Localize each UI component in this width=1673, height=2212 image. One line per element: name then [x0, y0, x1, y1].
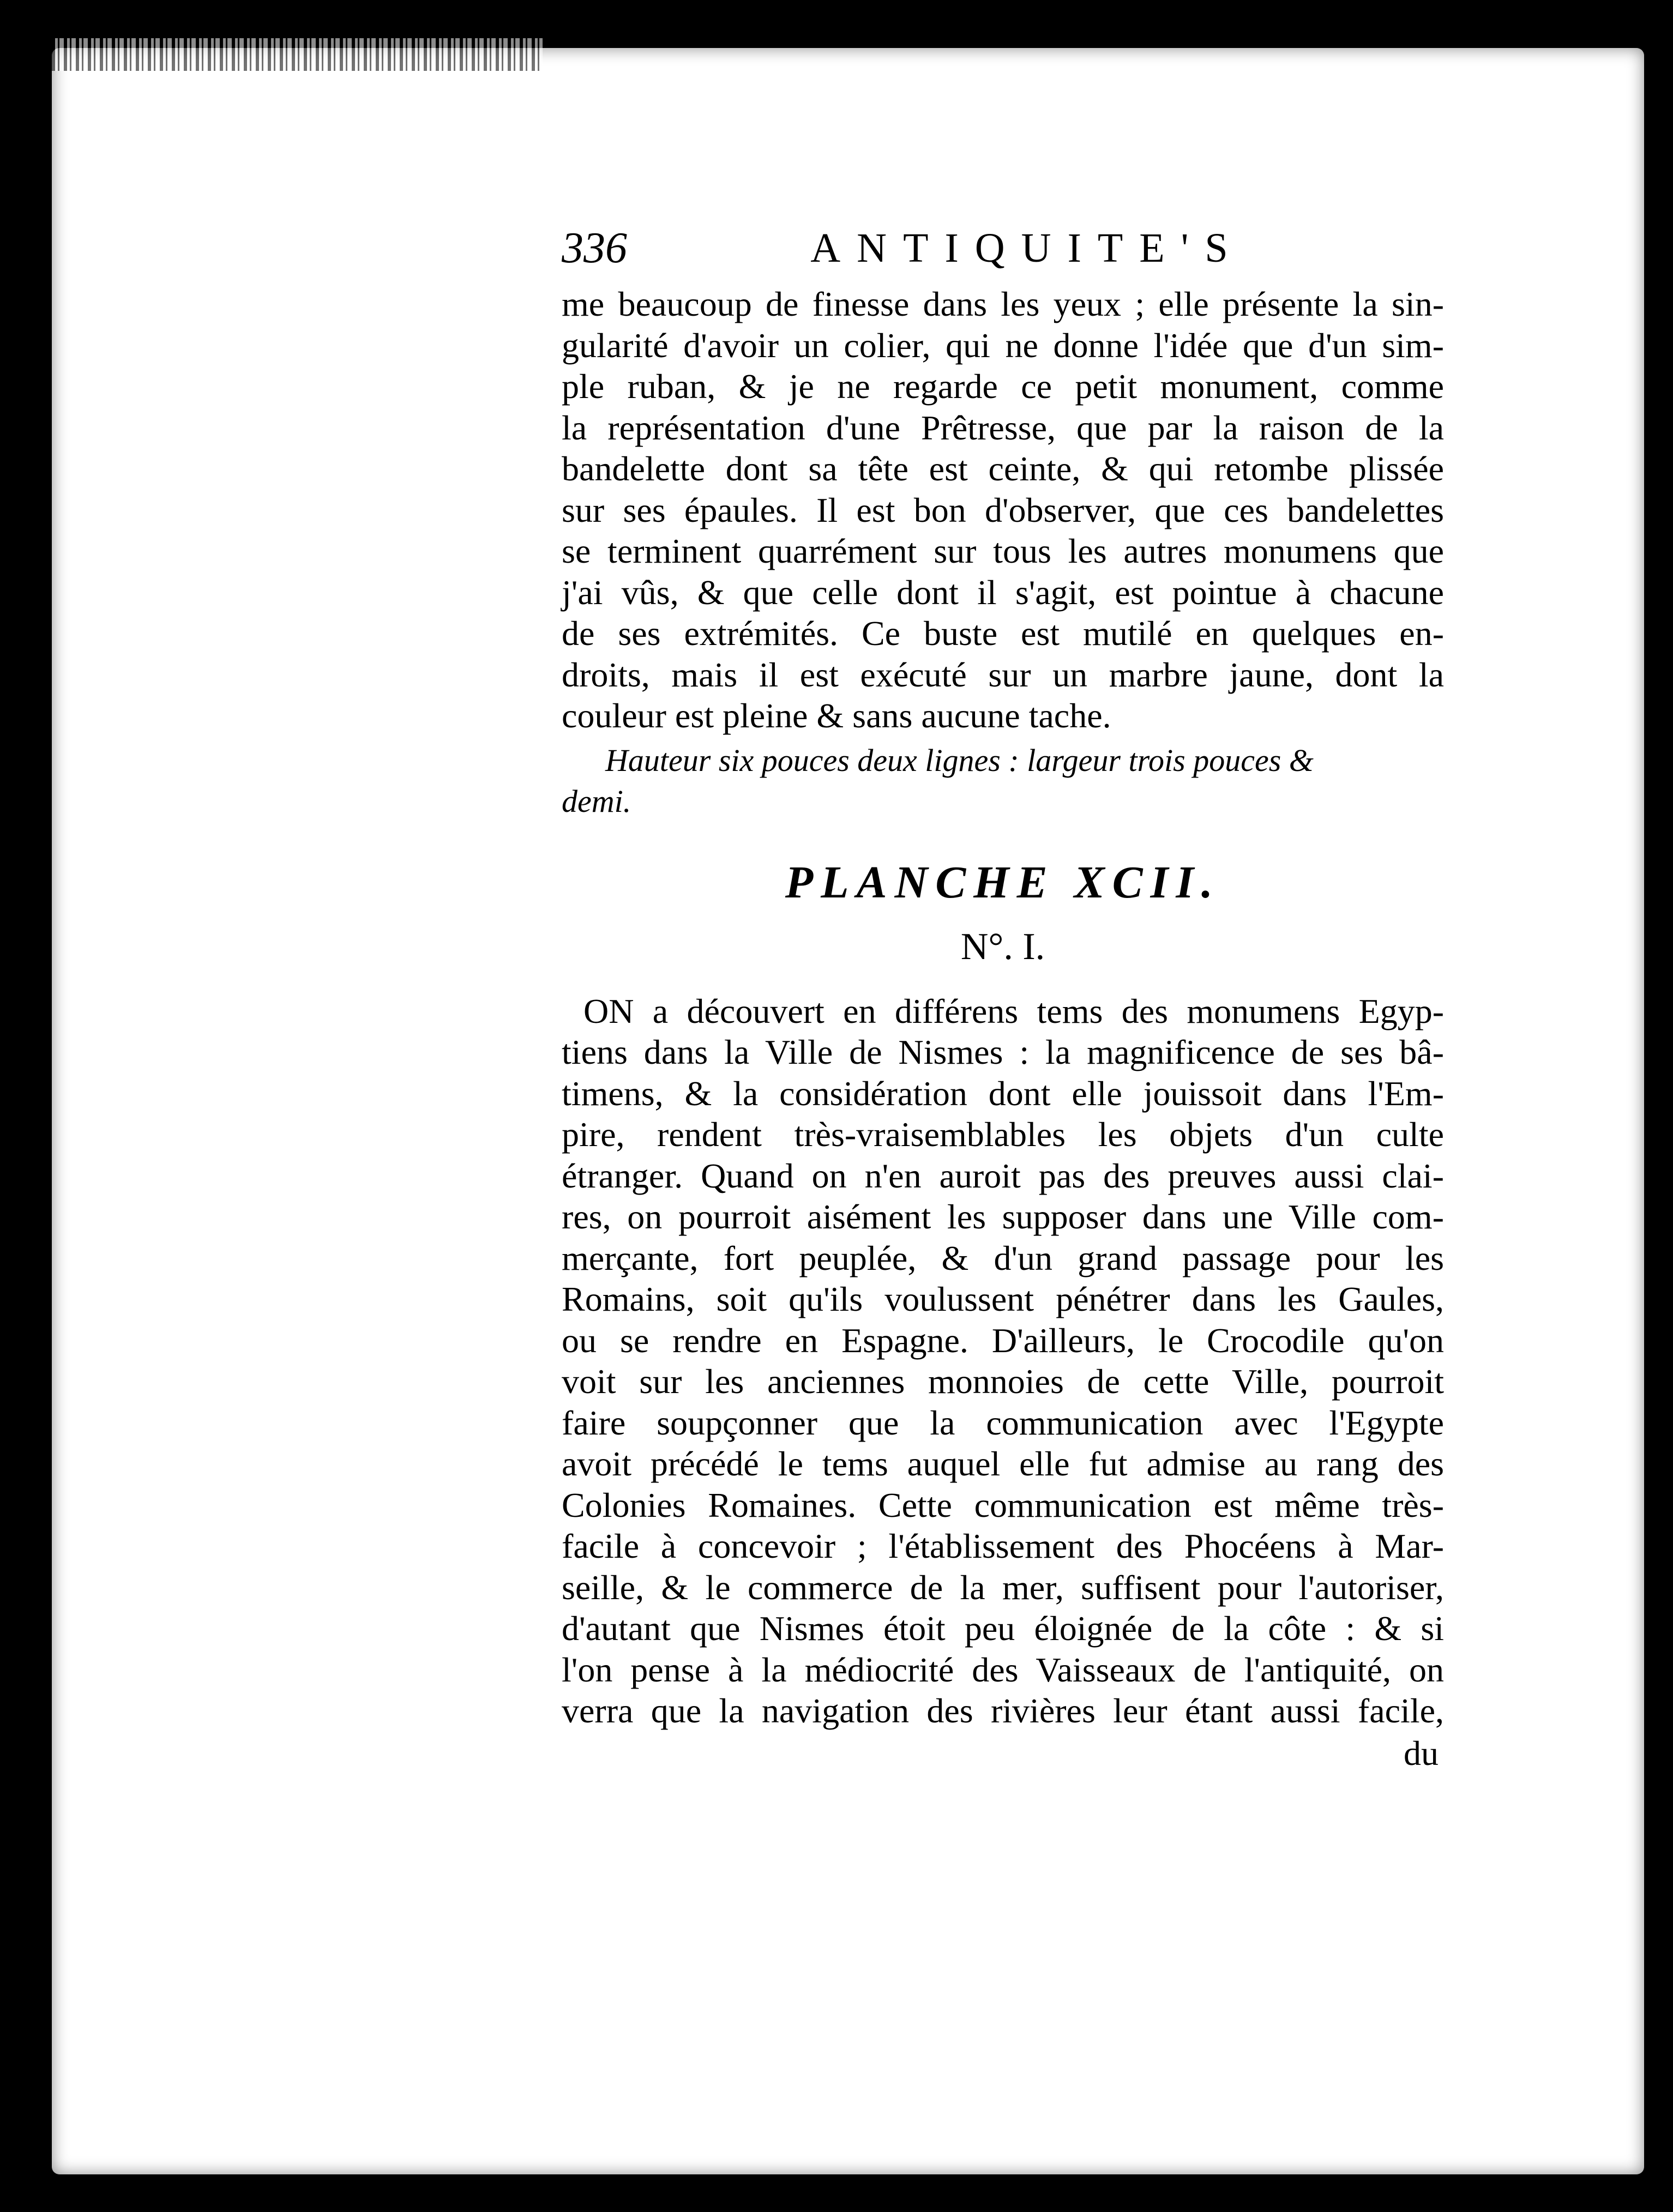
- scan-edge-noise: [52, 38, 543, 71]
- text-line: res, on pourroit aisément les supposer dans une Ville com-: [562, 1197, 1444, 1236]
- text-line: l'on pense à la médiocrité des Vaisseaux de l'antiquité, on: [562, 1650, 1444, 1689]
- text-line: la représentation d'une Prêtresse, que par la raison de la: [562, 408, 1444, 447]
- text-line: gularité d'avoir un colier, qui ne donne l'idée que d'un sim-: [562, 326, 1444, 365]
- measurement-note: [562, 740, 1444, 822]
- text-line: bandelette dont sa tête est ceinte, & qui retombe plissée: [562, 449, 1444, 488]
- catchword: du: [1404, 1733, 1439, 1773]
- measurement-line: Hauteur six pouces deux lignes : largeur trois pouces &: [605, 742, 1314, 778]
- plate-title: PLANCHE XCII.: [785, 857, 1221, 908]
- paragraph-1: [562, 284, 1444, 737]
- text-line: sur ses épaules. Il est bon d'observer, que ces bandelettes: [562, 490, 1444, 529]
- text-line: se terminent quarrément sur tous les autres monumens que: [562, 532, 1444, 570]
- page-number: 336: [562, 224, 627, 272]
- text-line: couleur est pleine & sans aucune tache.: [562, 696, 1111, 735]
- text-line: verra que la navigation des rivières leur étant aussi facile,: [562, 1691, 1444, 1730]
- text-line: avoit précédé le tems auquel elle fut admise au rang des: [562, 1444, 1444, 1483]
- text-line: timens, & la considération dont elle jouissoit dans l'Em-: [562, 1074, 1444, 1113]
- text-line: voit sur les anciennes monnoies de cette Ville, pourroit: [562, 1362, 1444, 1401]
- text-line: ou se rendre en Espagne. D'ailleurs, le Crocodile qu'on: [562, 1321, 1444, 1360]
- text-line: facile à concevoir ; l'établissement des Phocéens à Mar-: [562, 1527, 1444, 1565]
- text-line: tiens dans la Ville de Nismes : la magnificence de ses bâ-: [562, 1033, 1444, 1071]
- text-line: merçante, fort peuplée, & d'un grand passage pour les: [562, 1238, 1444, 1277]
- text-line: pire, rendent très-vraisemblables les objets d'un culte: [562, 1115, 1444, 1154]
- text-line: Romains, soit qu'ils voulussent pénétrer dans les Gaules,: [562, 1280, 1444, 1318]
- paragraph-2: [562, 991, 1444, 1732]
- text-line: seille, & le commerce de la mer, suffisent pour l'autoriser,: [562, 1568, 1444, 1607]
- running-head: [562, 218, 1444, 284]
- measurement-line: demi.: [562, 783, 631, 819]
- running-head-title: ANTIQUITE'S: [810, 225, 1244, 271]
- text-line: me beaucoup de finesse dans les yeux ; elle présente la sin-: [562, 285, 1444, 323]
- text-line: ON a découvert en différens tems des monumens Egyp-: [583, 991, 1444, 1030]
- page-content: [562, 218, 1444, 1775]
- text-line: Colonies Romaines. Cette communication est même très-: [562, 1485, 1444, 1524]
- text-line: étranger. Quand on n'en auroit pas des preuves aussi clai-: [562, 1156, 1444, 1195]
- text-line: droits, mais il est exécuté sur un marbre jaune, dont la: [562, 655, 1444, 694]
- plate-number: N°. I.: [960, 925, 1045, 968]
- text-line: faire soupçonner que la communication avec l'Egypte: [562, 1403, 1444, 1442]
- text-line: d'autant que Nismes étoit peu éloignée de la côte : & si: [562, 1609, 1444, 1648]
- text-line: j'ai vûs, & que celle dont il s'agit, est pointue à chacune: [562, 572, 1444, 612]
- text-line: ple ruban, & je ne regarde ce petit monument, comme: [562, 367, 1444, 406]
- text-line: de ses extrémités. Ce buste est mutilé en quelques en-: [562, 614, 1444, 653]
